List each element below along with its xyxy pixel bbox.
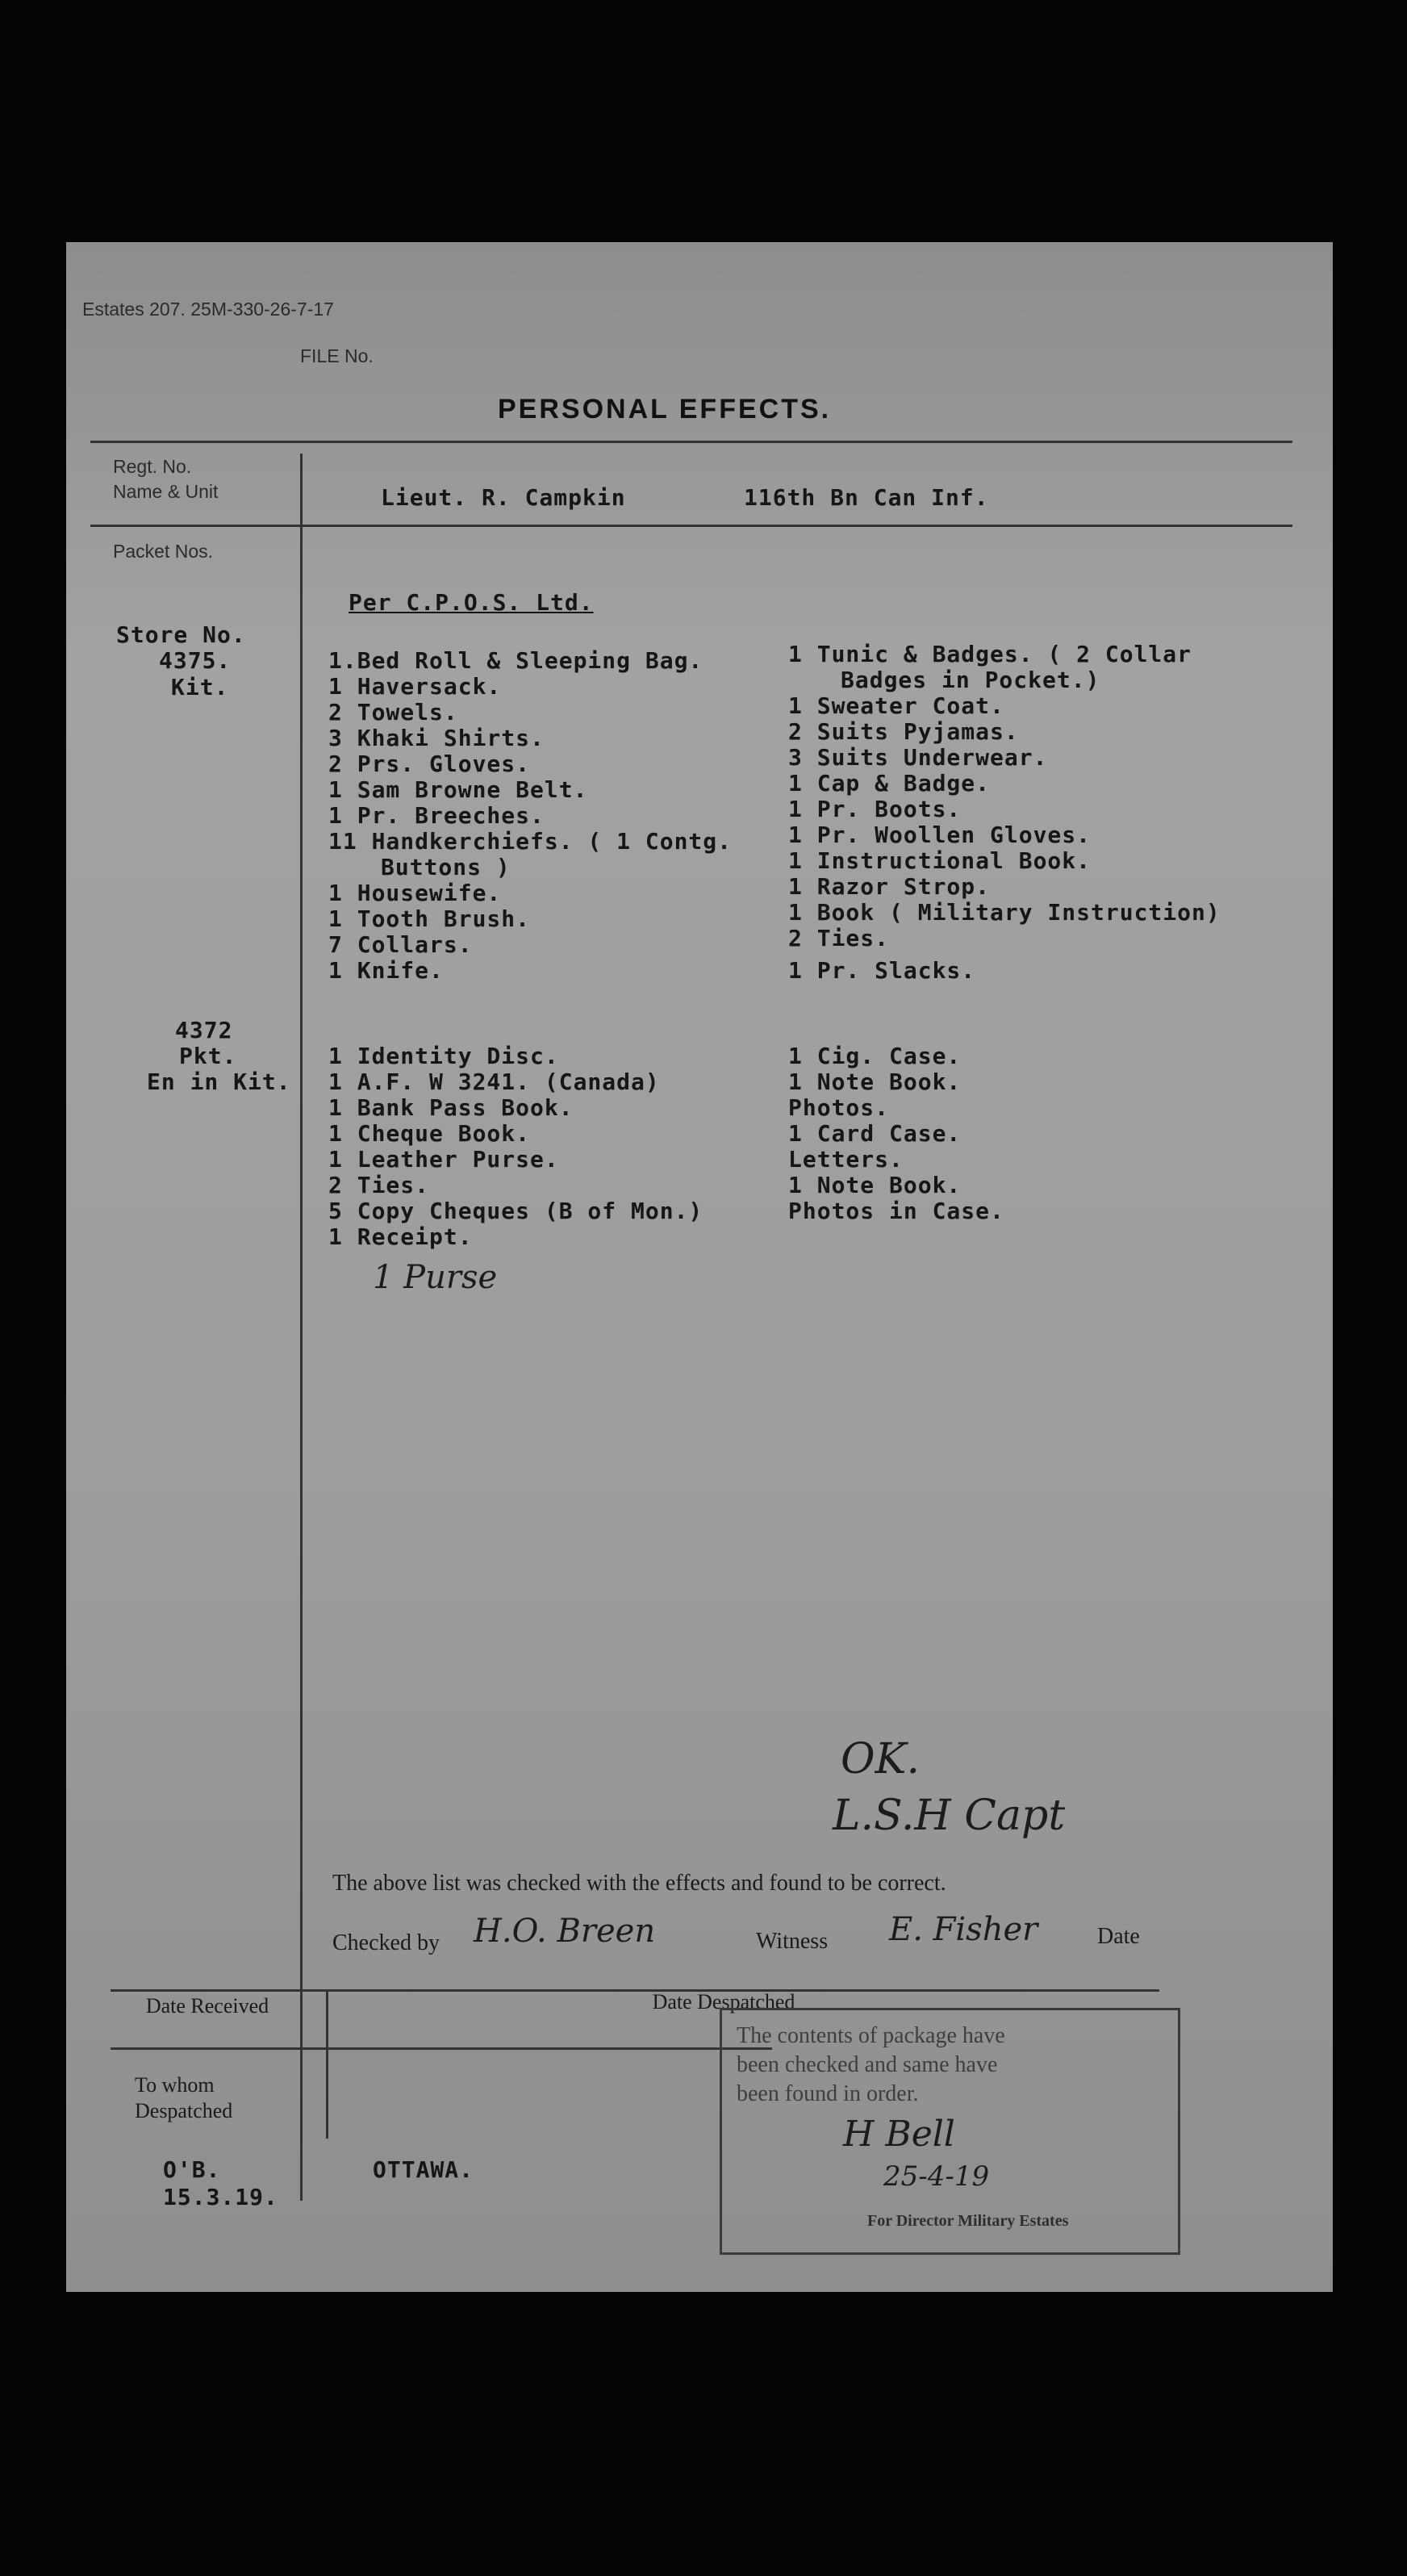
list-item: 1 Tooth Brush. bbox=[328, 905, 531, 932]
list-item: Badges in Pocket.) bbox=[841, 667, 1100, 693]
ob-date: 15.3.19. bbox=[163, 2184, 278, 2210]
list-item: 1 Pr. Boots. bbox=[788, 796, 962, 822]
store-no-value: 4375. bbox=[159, 647, 232, 674]
stamp-footer: For Director Military Estates bbox=[867, 2212, 1069, 2230]
list-item: 1 Sam Browne Belt. bbox=[328, 776, 588, 803]
list-item: Photos in Case. bbox=[788, 1198, 1004, 1224]
shipper-heading: Per C.P.O.S. Ltd. bbox=[349, 589, 594, 616]
checked-by-signature: H.O. Breen bbox=[474, 1913, 656, 1950]
list-item: 1 Haversack. bbox=[328, 673, 502, 700]
list-item: 1 Housewife. bbox=[328, 880, 502, 906]
list-item: 1 Identity Disc. bbox=[328, 1043, 559, 1069]
handwritten-addition: 1 Purse bbox=[373, 1259, 498, 1296]
date-received-label: Date Received bbox=[145, 1994, 269, 2018]
column-divider bbox=[300, 454, 303, 2201]
form-code: Estates 207. 25M-330-26-7-17 bbox=[82, 299, 334, 320]
stamp-line-3: been found in order. bbox=[737, 2081, 919, 2106]
store-no-label: Store No. bbox=[116, 621, 246, 648]
list-item: 2 Ties. bbox=[788, 925, 890, 951]
ob-label: O'B. bbox=[163, 2156, 221, 2183]
destination: OTTAWA. bbox=[373, 2156, 474, 2183]
personal-effects-form bbox=[66, 242, 1333, 2292]
header-rule bbox=[90, 441, 1292, 443]
dispatch-top-rule bbox=[111, 1989, 1159, 1992]
dispatch-mid-rule bbox=[111, 2047, 772, 2050]
list-item: 1 Sweater Coat. bbox=[788, 692, 1004, 719]
subject-name: Lieut. R. Campkin bbox=[381, 484, 626, 511]
list-item: 1 Razor Strop. bbox=[788, 873, 991, 900]
list-item: 1 Book ( Military Instruction) bbox=[788, 899, 1221, 926]
list-item: 1 Pr. Slacks. bbox=[788, 957, 976, 984]
list-item: Letters. bbox=[788, 1146, 904, 1173]
list-item: 1 Note Book. bbox=[788, 1068, 962, 1095]
pkt-label: Pkt. bbox=[179, 1043, 237, 1069]
stamp-line-1: The contents of package have bbox=[737, 2023, 1005, 2048]
ok-note: OK. bbox=[841, 1735, 921, 1784]
witness-label: Witness bbox=[756, 1929, 829, 1954]
list-item: 1 Tunic & Badges. ( 2 Collar bbox=[788, 641, 1192, 667]
list-item: 1 Bank Pass Book. bbox=[328, 1094, 574, 1121]
director-stamp bbox=[720, 2008, 1180, 2255]
stamp-date: 25-4-19 bbox=[883, 2160, 990, 2193]
list-item: 1 Pr. Woollen Gloves. bbox=[788, 822, 1092, 848]
name-rule bbox=[90, 525, 1292, 527]
stamp-line-2: been checked and same have bbox=[737, 2052, 998, 2077]
list-item: 1 Cheque Book. bbox=[328, 1120, 531, 1147]
dispatch-divider bbox=[326, 1989, 328, 2139]
list-item: 3 Khaki Shirts. bbox=[328, 725, 545, 751]
list-item: 7 Collars. bbox=[328, 931, 473, 958]
stamp-signature: H Bell bbox=[843, 2114, 955, 2155]
store-no-2-value: 4372 bbox=[175, 1017, 233, 1043]
list-item: 1.Bed Roll & Sleeping Bag. bbox=[328, 647, 704, 674]
date-despatched-label: Date Despatched bbox=[652, 1990, 795, 2014]
list-item: 1 Knife. bbox=[328, 957, 444, 984]
list-item: 1 Leather Purse. bbox=[328, 1146, 559, 1173]
file-no-label: FILE No. bbox=[300, 345, 374, 366]
date-label: Date bbox=[1097, 1924, 1140, 1949]
to-whom-label: To whom Despatched bbox=[135, 2073, 233, 2122]
subject-unit: 116th Bn Can Inf. bbox=[744, 484, 989, 511]
list-item: 1 Receipt. bbox=[328, 1223, 473, 1250]
list-item: 1 Card Case. bbox=[788, 1120, 962, 1147]
kit-label: Kit. bbox=[171, 674, 229, 700]
list-item: 1 Cig. Case. bbox=[788, 1043, 962, 1069]
approval-statement: The above list was checked with the effects and found to be correct. bbox=[332, 1871, 946, 1896]
list-item: 3 Suits Underwear. bbox=[788, 744, 1048, 771]
list-item: Photos. bbox=[788, 1094, 890, 1121]
list-item: 11 Handkerchiefs. ( 1 Contg. bbox=[328, 828, 733, 855]
form-title: PERSONAL EFFECTS. bbox=[498, 394, 832, 424]
location-label: En in Kit. bbox=[147, 1068, 291, 1095]
checked-by-label: Checked by bbox=[332, 1930, 440, 1955]
approval-initials: L.S.H Capt bbox=[833, 1792, 1066, 1840]
list-item: 1 Pr. Breeches. bbox=[328, 802, 545, 829]
list-item: 5 Copy Cheques (B of Mon.) bbox=[328, 1198, 704, 1224]
list-item: 2 Prs. Gloves. bbox=[328, 751, 531, 777]
regt-no-label: Regt. No. bbox=[113, 456, 192, 477]
list-item: 2 Towels. bbox=[328, 699, 458, 726]
list-item: 1 Note Book. bbox=[788, 1172, 962, 1198]
name-unit-label: Name & Unit bbox=[113, 481, 219, 502]
packet-nos-label: Packet Nos. bbox=[113, 541, 213, 562]
list-item: 1 Instructional Book. bbox=[788, 847, 1092, 874]
list-item: 2 Ties. bbox=[328, 1172, 430, 1198]
list-item: 1 A.F. W 3241. (Canada) bbox=[328, 1068, 660, 1095]
list-item: 2 Suits Pyjamas. bbox=[788, 718, 1019, 745]
list-item: Buttons ) bbox=[381, 854, 511, 880]
list-item: 1 Cap & Badge. bbox=[788, 770, 991, 797]
witness-signature: E. Fisher bbox=[889, 1911, 1038, 1948]
